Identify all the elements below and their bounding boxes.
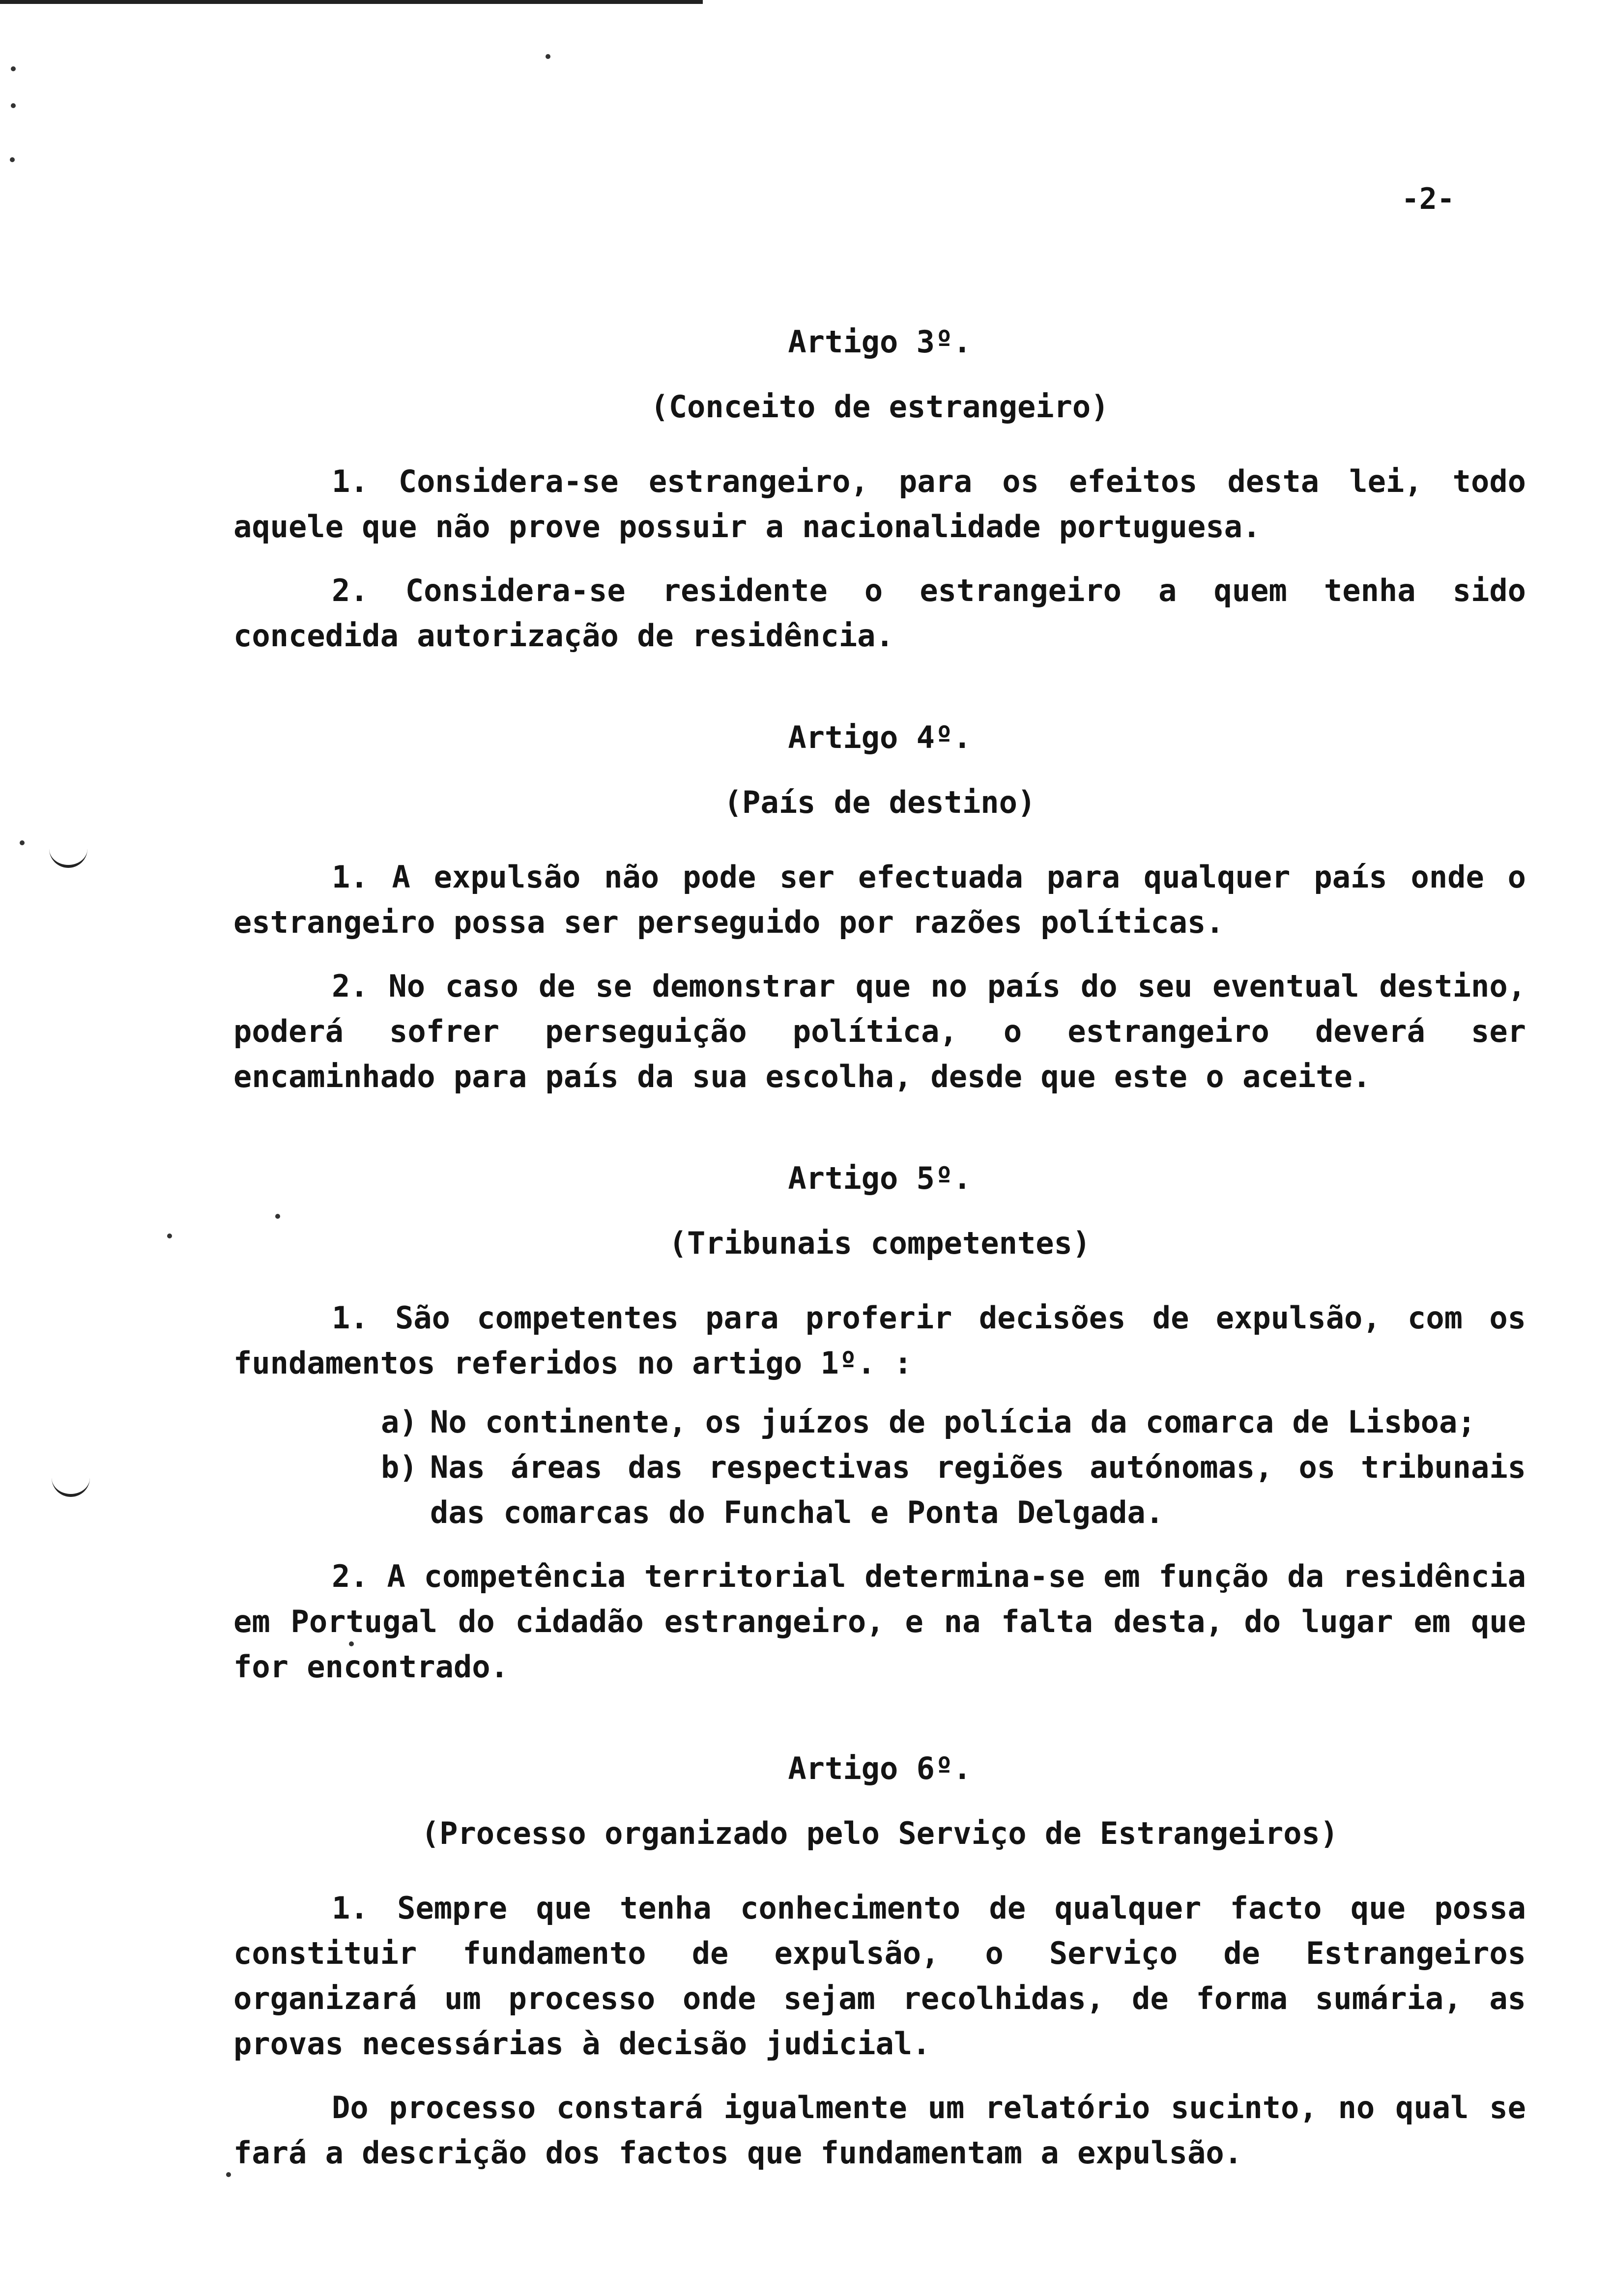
article-title: Artigo 5º. [788,1160,972,1196]
margin-speck [10,157,15,162]
article-paragraph: 1. São competentes para proferir decisões de expulsão, com os fundamentos referidos no artigo 1º. : [233,1300,1526,1381]
page-number: -2- [1401,182,1455,216]
article-5 [233,1156,1526,1690]
list-item-letter: b) [381,1449,418,1485]
margin-hook-mark [49,845,87,868]
document-body [233,319,1526,2176]
margin-speck [20,840,25,845]
article-3 [233,319,1526,659]
article-paragraph: 2. A competência territorial determina-se em função da residência em Portugal do cidadão estrangeiro, e na falta desta, do lugar em que for encontrado. [233,1558,1526,1685]
top-rule [0,0,703,4]
article-title: Artigo 4º. [788,719,972,755]
margin-speck [11,66,16,71]
article-title: Artigo 6º. [788,1751,972,1786]
article-subtitle: (Tribunais competentes) [668,1225,1091,1261]
article-subtitle: (Conceito de estrangeiro) [650,389,1109,425]
list-item [233,1445,1526,1535]
article-list [233,1400,1526,1535]
article-subtitle: (Processo organizado pelo Serviço de Estrangeiros) [421,1815,1339,1851]
list-item [233,1400,1526,1445]
article-paragraph: 1. A expulsão não pode ser efectuada para qualquer país onde o estrangeiro possa ser perseguido por razões políticas. [233,859,1526,940]
list-item-letter: a) [381,1404,418,1440]
article-paragraph: 2. No caso de se demonstrar que no país do seu eventual destino, poderá sofrer perseguição política, o estrangeiro deverá ser encaminhado para país da sua escolha, desde que este o aceite. [233,968,1526,1094]
margin-speck [546,54,550,59]
article-paragraph: Do processo constará igualmente um relatório sucinto, no qual se fará a descrição dos factos que fundamentam a expulsão. [233,2090,1526,2171]
article-paragraph: 2. Considera-se residente o estrangeiro a quem tenha sido concedida autorização de residência. [233,573,1526,654]
margin-speck [226,2172,231,2177]
margin-speck [11,103,16,108]
article-paragraph: 1. Considera-se estrangeiro, para os efeitos desta lei, todo aquele que não prove possuir a nacionalidade portuguesa. [233,463,1526,545]
article-paragraph: 1. Sempre que tenha conhecimento de qualquer facto que possa constituir fundamento de expulsão, o Serviço de Estrangeiros organizará um processo onde sejam recolhidas, de forma sumária, as provas necessárias à decisão judicial. [233,1890,1526,2062]
article-title: Artigo 3º. [788,324,972,360]
list-item-text: Nas áreas das respectivas regiões autónomas, os tribunais das comarcas do Funchal e Ponta Delgada. [430,1449,1526,1530]
article-6 [233,1746,1526,2176]
article-4 [233,715,1526,1099]
margin-hook-mark [52,1474,90,1497]
article-subtitle: (País de destino) [723,784,1036,820]
margin-speck [167,1234,172,1238]
list-item-text: No continente, os juízos de polícia da comarca de Lisboa; [430,1404,1476,1440]
